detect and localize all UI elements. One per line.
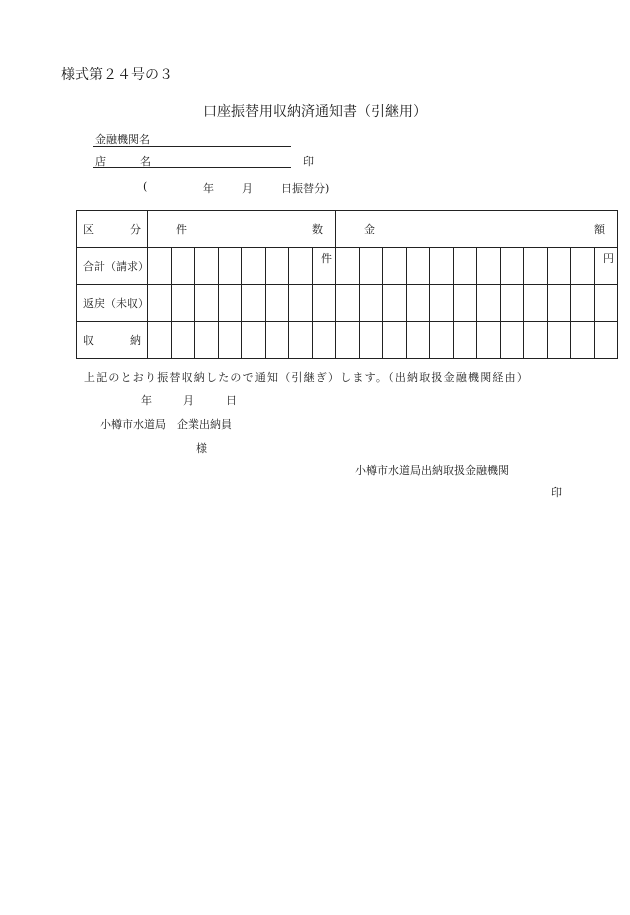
digit-cell [454,285,477,322]
digit-cell [477,248,501,285]
row-label-collected-2: 納 [130,334,141,347]
digit-cell [571,248,595,285]
digit-cell [360,285,383,322]
digit-cell [407,248,430,285]
table-row-collected [77,322,618,359]
header-count [148,211,336,248]
digit-cell [430,248,454,285]
digit-cell [289,248,313,285]
digit-cell [219,248,242,285]
table-row-returned [77,285,618,322]
digit-cell [501,285,524,322]
digit-cell [172,322,195,359]
row-label-total: 合計（請求） [77,248,148,285]
digit-cell [172,248,195,285]
digit-cell [501,322,524,359]
digit-cell [313,248,336,285]
sender: 小樽市水道局出納取扱金融機関 [355,464,509,477]
digit-cell [383,248,407,285]
digit-cell [148,322,172,359]
digit-cell [172,285,195,322]
digit-cell [360,322,383,359]
header-amount-1: 金 [364,223,375,236]
digit-cell [242,322,266,359]
date-year: 年 [203,182,214,195]
digit-cell [407,285,430,322]
digit-cell [501,248,524,285]
date-month: 月 [242,182,253,195]
digit-cell [336,322,360,359]
digit-cell [242,285,266,322]
digit-cell [454,248,477,285]
document-title: 口座振替用収納済通知書（引継用） [203,104,427,120]
digit-cell [242,248,266,285]
digit-cell [430,285,454,322]
digit-cell [595,248,618,285]
sender-seal-mark: 印 [551,486,562,499]
notice-text: 上記のとおり振替収納したので通知（引継ぎ）します。（出納取扱金融機関経由） [84,371,530,384]
header-category-1: 区 [83,223,94,236]
digit-cell [336,248,360,285]
digit-cell [595,322,618,359]
digit-cell [595,285,618,322]
branch-name-underline [93,167,291,168]
notice-month: 月 [183,394,194,407]
digit-cell [383,322,407,359]
date-open-paren: ( [143,180,148,193]
digit-cell [266,248,289,285]
digit-cell [477,285,501,322]
digit-cell [336,285,360,322]
digit-cell [548,322,571,359]
digit-cell [266,285,289,322]
digit-cell [195,285,219,322]
table-row-total [77,248,618,285]
digit-cell [430,322,454,359]
form-number: 様式第２４号の３ [61,67,173,83]
collection-table [76,210,618,359]
bank-seal-mark: 印 [303,155,314,168]
digit-cell [571,285,595,322]
digit-cell [148,285,172,322]
digit-cell [313,285,336,322]
row-label-collected-1: 収 [83,334,94,347]
digit-cell [313,322,336,359]
digit-cell [524,248,548,285]
digit-cell [548,285,571,322]
count-unit: 件 [321,252,332,265]
branch-label-1: 店 [95,155,106,168]
recipient-honorific: 様 [196,442,207,455]
digit-cell [360,248,383,285]
digit-cell [289,285,313,322]
bank-name-underline [93,146,291,147]
digit-cell [195,322,219,359]
amount-unit: 円 [603,252,614,265]
branch-label-2: 名 [140,155,151,168]
digit-cell [454,322,477,359]
notice-day: 日 [226,394,237,407]
digit-cell [148,248,172,285]
date-day-transfer: 日振替分) [281,182,330,195]
digit-cell [548,248,571,285]
table-header-row [77,211,618,248]
digit-cell [383,285,407,322]
bank-name-label: 金融機関名 [95,133,150,146]
digit-cell [195,248,219,285]
digit-cell [289,322,313,359]
header-amount [336,211,618,248]
digit-cell [407,322,430,359]
digit-cell [571,322,595,359]
digit-cell [524,285,548,322]
row-label-collected [77,322,148,359]
header-count-2: 数 [312,223,323,236]
digit-cell [477,322,501,359]
header-category-2: 分 [130,223,141,236]
header-count-1: 件 [176,223,187,236]
notice-year: 年 [141,394,152,407]
digit-cell [219,322,242,359]
header-amount-2: 額 [594,223,605,236]
row-label-returned: 返戻（未収） [77,285,148,322]
header-category [77,211,148,248]
recipient: 小樽市水道局 企業出納員 [100,418,232,431]
digit-cell [219,285,242,322]
digit-cell [524,322,548,359]
digit-cell [266,322,289,359]
